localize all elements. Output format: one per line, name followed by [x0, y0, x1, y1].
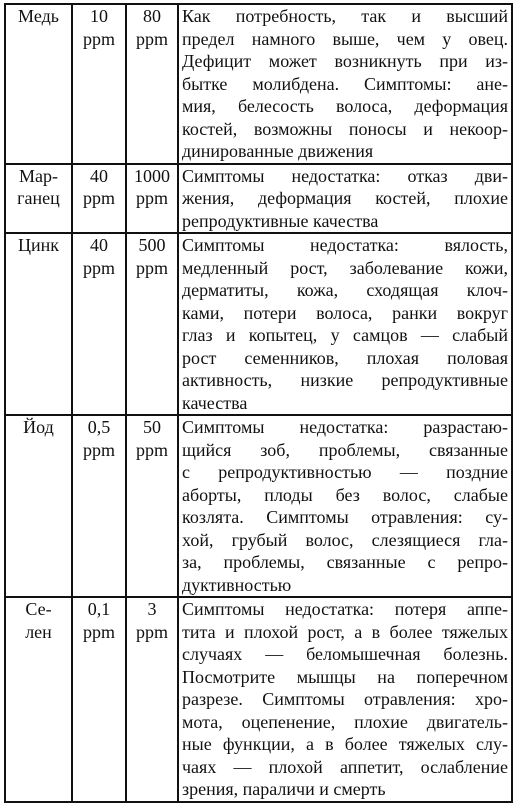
symptoms-description-cell-line: бытке молибдена. Симптомы: ане- — [182, 73, 508, 94]
element-name-cell — [5, 415, 72, 597]
min-requirement-cell — [72, 233, 126, 415]
symptoms-description-cell-line: Симптомы недостатка: отказ дви- — [182, 165, 508, 186]
symptoms-description-cell-line: ные функции, а в более тяжелых слу- — [182, 734, 508, 754]
min-requirement-cell-line: ppm — [82, 439, 115, 460]
symptoms-description-cell-line: с репродуктивностью — поздние — [182, 462, 508, 482]
element-name-cell — [5, 164, 72, 234]
min-requirement-cell-line: 10 — [90, 6, 108, 26]
symptoms-description-cell-line: качества — [182, 392, 248, 413]
max-limit-cell — [126, 4, 178, 164]
max-limit-cell-line: 80 — [143, 6, 161, 26]
symptoms-description-cell-line: Как потребность, так и высший — [182, 6, 508, 26]
min-requirement-cell-line: 0,5 — [87, 417, 111, 437]
element-name-cell-line: Мар- — [19, 165, 58, 186]
max-limit-cell-line: ppm — [135, 28, 168, 49]
symptoms-description-cell-line: зрения, параличи и смерть — [182, 779, 386, 799]
element-name-cell-line: ганец — [17, 188, 60, 208]
element-name-cell-line: Медь — [18, 6, 59, 26]
max-limit-cell — [126, 233, 178, 415]
symptoms-description-cell-line: медленный рост, заболевание кожи, — [182, 257, 508, 278]
symptoms-description-cell — [178, 597, 512, 802]
min-requirement-cell-line: ppm — [82, 257, 115, 278]
element-name-cell — [5, 597, 72, 802]
element-name-cell-line: лен — [25, 621, 52, 642]
min-requirement-cell-line: 0,1 — [87, 599, 111, 619]
table-row — [5, 233, 512, 415]
symptoms-description-cell-line: Симптомы недостатка: потеря аппе- — [182, 599, 508, 619]
symptoms-description-cell-line: чаях — плохой аппетит, ослабление — [182, 756, 508, 777]
symptoms-description-cell-line: случаях — беломышечная болезнь. — [182, 644, 508, 664]
symptoms-description-cell-line: жения, деформация костей, плохие — [182, 188, 508, 208]
max-limit-cell-line: ppm — [135, 439, 168, 460]
element-name-cell-line: Се- — [25, 599, 52, 619]
symptoms-description-cell-line: за, проблемы, связанные с репро- — [182, 552, 508, 572]
min-requirement-cell-line: ppm — [82, 188, 115, 208]
symptoms-description-cell-line: Симптомы недостатка: вялость, — [182, 235, 508, 255]
max-limit-cell-line: 500 — [138, 235, 166, 255]
symptoms-description-cell-line: дуктивностью — [182, 574, 292, 595]
element-name-cell — [5, 233, 72, 415]
symptoms-description-cell-line: костей, возможны поносы и некоор- — [182, 118, 508, 139]
trace-minerals-table — [4, 3, 513, 803]
max-limit-cell-line: ppm — [135, 257, 168, 278]
symptoms-description-cell-line: дерматиты, кожа, сходящая клоч- — [182, 280, 508, 300]
element-name-cell — [5, 4, 72, 164]
max-limit-cell-line: 3 — [147, 599, 157, 619]
symptoms-description-cell-line: активность, низкие репродуктивные — [182, 370, 508, 390]
max-limit-cell — [126, 415, 178, 597]
symptoms-description-cell-line: козлята. Симптомы отравления: су- — [182, 507, 508, 527]
symptoms-description-cell — [178, 415, 512, 597]
symptoms-description-cell-line: разрезе. Симптомы отравления: хро- — [182, 689, 508, 709]
min-requirement-cell — [72, 4, 126, 164]
min-requirement-cell — [72, 415, 126, 597]
min-requirement-cell — [72, 164, 126, 234]
min-requirement-cell-line: 40 — [90, 165, 108, 186]
table-row — [5, 597, 512, 802]
symptoms-description-cell-line: глаз и копытец, у самцов — слабый — [182, 325, 508, 345]
max-limit-cell-line: 1000 — [134, 165, 170, 186]
max-limit-cell-line: 50 — [143, 417, 161, 437]
symptoms-description-cell — [178, 4, 512, 164]
max-limit-cell — [126, 597, 178, 802]
symptoms-description-cell-line: динированные движения — [182, 141, 374, 161]
symptoms-description-cell-line: ками, потери волоса, ранки вокруг — [182, 302, 508, 323]
symptoms-description-cell-line: Посмотрите мышцы на поперечном — [182, 666, 508, 687]
symptoms-description-cell-line: предел намного выше, чем у овец. — [182, 28, 508, 49]
symptoms-description-cell-line: мота, оцепенение, плохие двигатель- — [182, 711, 508, 732]
symptoms-description-cell — [178, 164, 512, 234]
table-row — [5, 415, 512, 597]
symptoms-description-cell-line: тита и плохой рост, а в более тяжелых — [182, 621, 508, 642]
table-row — [5, 4, 512, 164]
symptoms-description-cell-line: щийся зоб, проблемы, связанные — [182, 439, 508, 460]
min-requirement-cell-line: ppm — [82, 28, 115, 49]
symptoms-description-cell-line: рост семенников, плохая половая — [182, 347, 508, 368]
symptoms-description-cell — [178, 233, 512, 415]
symptoms-description-cell-line: Симптомы недостатка: разрастаю- — [182, 417, 508, 437]
table-body — [5, 4, 512, 802]
max-limit-cell-line: ppm — [135, 188, 168, 208]
symptoms-description-cell-line: Дефицит может возникнуть при из- — [182, 51, 508, 71]
max-limit-cell — [126, 164, 178, 234]
table-row — [5, 164, 512, 234]
symptoms-description-cell-line: репродуктивные качества — [182, 210, 379, 231]
element-name-cell-line: Цинк — [17, 235, 59, 255]
element-name-cell-line: Йод — [23, 417, 54, 437]
min-requirement-cell-line: 40 — [90, 235, 108, 255]
min-requirement-cell — [72, 597, 126, 802]
symptoms-description-cell-line: мия, белесость волоса, деформация — [182, 96, 508, 116]
min-requirement-cell-line: ppm — [82, 621, 115, 642]
symptoms-description-cell-line: аборты, плоды без волос, слабые — [182, 484, 508, 505]
max-limit-cell-line: ppm — [135, 621, 168, 642]
symptoms-description-cell-line: хой, грубый волос, слезящиеся гла- — [182, 529, 508, 550]
